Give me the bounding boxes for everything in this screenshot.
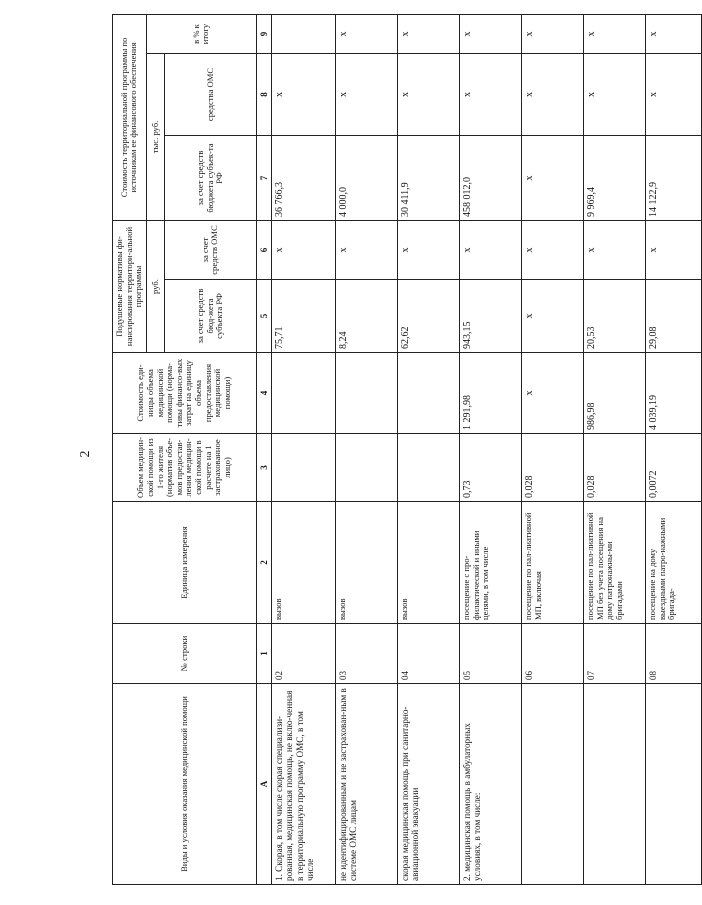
column-number: 6 (256, 221, 271, 280)
header-volume: Объем медицин-ской помощи из 1-го жителя (норматив объе-мов предостав-ления медицин-ской помощи в расчете на 1 застрахованное лицо) (113, 434, 257, 502)
column-number: 7 (256, 136, 271, 221)
cell-kind: 2. медицинская помощь в амбулаторных условиях, в том числе: (459, 684, 521, 885)
cell-unit: посещение по пал-лиативной МП без учета посещения на дому патронажны-ми бригадами (583, 502, 645, 624)
cell-cost-budget: х (521, 136, 583, 221)
page-number: 2 (78, 450, 93, 458)
header-row-no: № строки (113, 624, 257, 684)
cell-unit: вызов (397, 502, 459, 624)
cell-norm-budget: 29,08 (645, 280, 701, 353)
header-cost-budget: за счет средств бюджета субъек-та РФ (164, 136, 256, 221)
cell-norm-oms: х (397, 221, 459, 280)
cell-cost: 1 291,98 (459, 353, 521, 434)
table-row (583, 14, 645, 884)
rotated-table (112, 15, 677, 885)
cell-cost (335, 353, 397, 434)
header-unit: Единица измерения (113, 502, 257, 624)
cell-cost-budget: 4 000,0 (335, 136, 397, 221)
cell-pct: х (521, 14, 583, 53)
header-norm-oms: за счет средств ОМС (164, 221, 256, 280)
header-cost-unit: тыс. руб. (146, 54, 164, 221)
column-number: А (256, 684, 271, 885)
cell-cost-oms: х (335, 54, 397, 136)
header-pct: в % к итогу (146, 14, 256, 53)
header-norm-group: Подушевые нормативы фи-нансирования территори-альной программы (113, 221, 147, 353)
column-numbers-row (256, 14, 271, 884)
column-number: 3 (256, 434, 271, 502)
cell-cost-oms: х (521, 54, 583, 136)
column-number: 8 (256, 54, 271, 136)
cell-cost-oms: х (397, 54, 459, 136)
cell-cost-budget: 9 969,4 (583, 136, 645, 221)
cell-row-no: 03 (335, 624, 397, 684)
funding-table (112, 14, 702, 885)
cell-pct: х (583, 14, 645, 53)
header-kind: Виды и условия оказания медицинской помощи (113, 684, 257, 885)
header-cost-oms: средства ОМС (164, 54, 256, 136)
table-row (521, 14, 583, 884)
cell-norm-budget: 75,71 (271, 280, 335, 353)
cell-norm-oms: х (459, 221, 521, 280)
cell-unit: посещение на дому выездными патро-нажными бригада- (645, 502, 701, 624)
cell-norm-oms: х (583, 221, 645, 280)
cell-cost: 4 039,19 (645, 353, 701, 434)
cell-kind: скорая медицинская помощь при санитарно-авиационной эвакуации (397, 684, 459, 885)
cell-pct: х (397, 14, 459, 53)
cell-cost: х (521, 353, 583, 434)
cell-row-no: 08 (645, 624, 701, 684)
cell-norm-oms: х (645, 221, 701, 280)
cell-pct: х (335, 14, 397, 53)
table-row (397, 14, 459, 884)
column-number: 9 (256, 14, 271, 53)
cell-cost-oms: х (583, 54, 645, 136)
cell-cost: 986,98 (583, 353, 645, 434)
cell-norm-budget: 943,15 (459, 280, 521, 353)
cell-volume (271, 434, 335, 502)
table-row (645, 14, 701, 884)
rotated-table-container (112, 15, 677, 885)
column-number: 2 (256, 502, 271, 624)
cell-kind (521, 684, 583, 885)
cell-volume: 0,73 (459, 434, 521, 502)
cell-cost-oms: х (459, 54, 521, 136)
cell-kind: 1. Скорая, в том числе скорая специализи-рованная, медицинская помощь, не вклю-ченная в территориальную программу ОМС, в том числе (271, 684, 335, 885)
cell-cost-oms: х (645, 54, 701, 136)
cell-row-no: 05 (459, 624, 521, 684)
cell-norm-budget: 8,24 (335, 280, 397, 353)
cell-norm-oms: х (521, 221, 583, 280)
cell-unit: вызов (271, 502, 335, 624)
cell-kind: не идентифицированным и не застрахован-ным в системе ОМС лицам (335, 684, 397, 885)
cell-norm-budget: 62,62 (397, 280, 459, 353)
cell-norm-budget: 20,53 (583, 280, 645, 353)
cell-volume (397, 434, 459, 502)
header-cost-group: Стоимость территориальной программы по источникам ее финансового обеспечения (113, 14, 147, 220)
cell-volume: 0,028 (521, 434, 583, 502)
cell-pct: х (645, 14, 701, 53)
header-cost: Стоимость еди-ницы объема медицинской помощи (норма-тивы финансо-вых затрат на единицу объема предоставления медицинской помощи) (113, 353, 257, 434)
cell-cost (397, 353, 459, 434)
cell-kind (583, 684, 645, 885)
cell-norm-oms: х (335, 221, 397, 280)
table-row (335, 14, 397, 884)
cell-cost (271, 353, 335, 434)
cell-cost-budget: 30 411,9 (397, 136, 459, 221)
cell-cost-budget: 458 012,0 (459, 136, 521, 221)
cell-volume (335, 434, 397, 502)
cell-cost-budget: 36 766,3 (271, 136, 335, 221)
cell-cost-budget: 14 122,9 (645, 136, 701, 221)
header-norm-unit: руб. (146, 221, 164, 353)
column-number: 1 (256, 624, 271, 684)
header-norm-budget: за счет средств бюд-жета субъекта РФ (164, 280, 256, 353)
cell-kind (645, 684, 701, 885)
table-row (459, 14, 521, 884)
cell-pct (271, 14, 335, 53)
cell-row-no: 06 (521, 624, 583, 684)
cell-unit: вызов (335, 502, 397, 624)
cell-row-no: 02 (271, 624, 335, 684)
cell-row-no: 07 (583, 624, 645, 684)
cell-row-no: 04 (397, 624, 459, 684)
cell-volume: 0,028 (583, 434, 645, 502)
cell-volume: 0,0072 (645, 434, 701, 502)
column-number: 4 (256, 353, 271, 434)
table-row (271, 14, 335, 884)
cell-norm-budget: х (521, 280, 583, 353)
cell-norm-oms: х (271, 221, 335, 280)
cell-unit: посещение по пал-лиативной МП, включая (521, 502, 583, 624)
cell-unit: посещение с про-филактической и иными целями, в том числе (459, 502, 521, 624)
cell-pct: х (459, 14, 521, 53)
cell-cost-oms: х (271, 54, 335, 136)
column-number: 5 (256, 280, 271, 353)
